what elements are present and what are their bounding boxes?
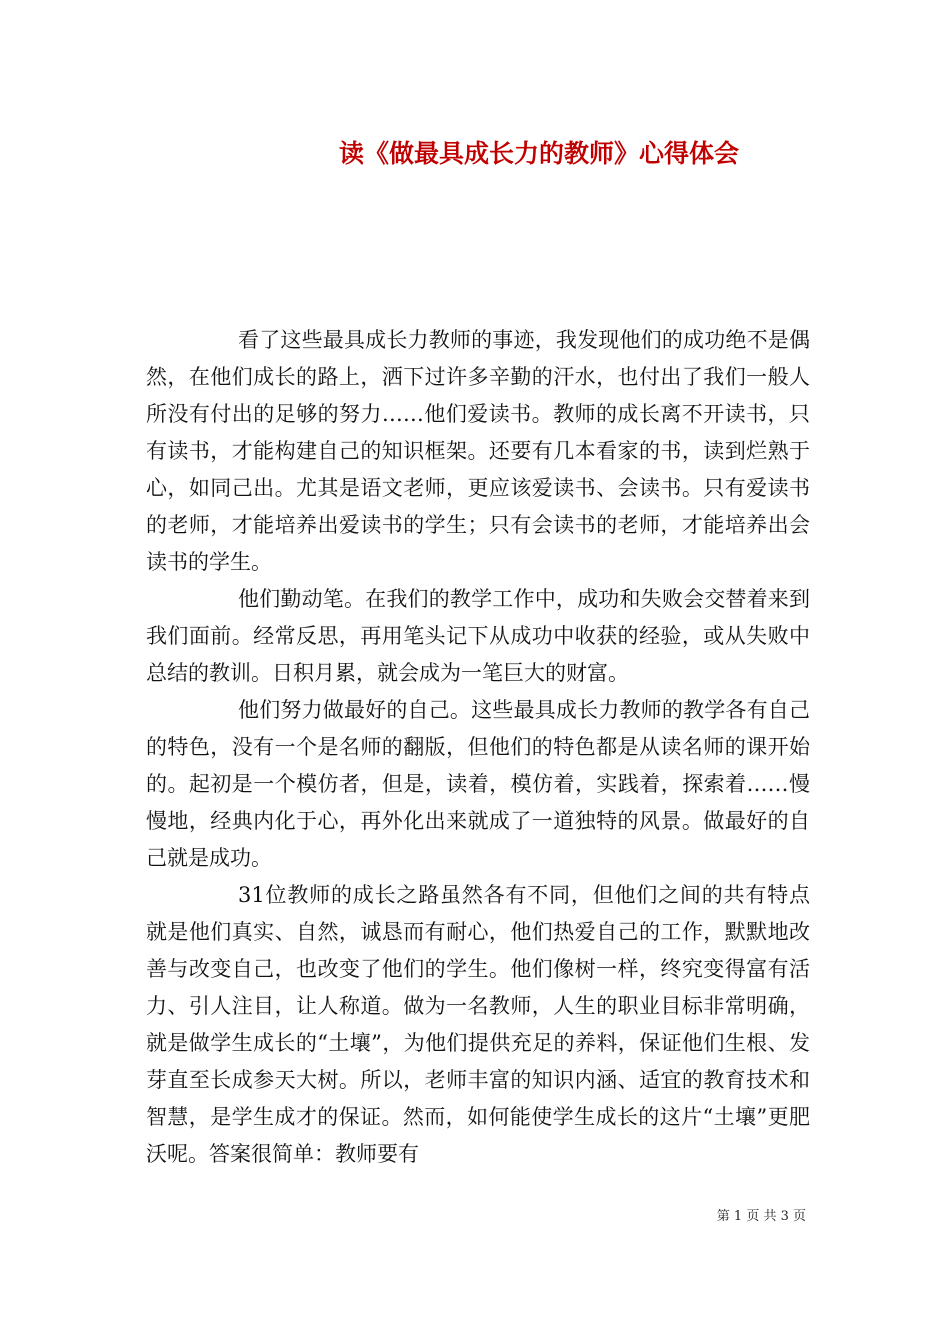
document-title: 读《做最具成长力的教师》心得体会 [338,139,739,168]
paragraph-conclusion: 31位教师的成长之路虽然各有不同，但他们之间的共有特点就是他们真实、自然，诚恳而有耐心，他们热爱自己的工作，默默地改善与改变自己，也改变了他们的学生。他们像树一样，终究变得富有活力、引人注目，让人称道。做为一名教师，人生的职业目标非常明确，就是做学生成长的“土壤”，为他们提供充足的养料，保证他们生根、发芽直至长成参天大树。所以，老师丰富的知识内涵、适宜的教育技术和智慧，是学生成才的保证。然而，如何能使学生成长的这片“土壤”更肥沃呢。答案很简单：教师要有 [146,883,810,1166]
paragraph-writing: 他们勤动笔。在我们的教学工作中，成功和失败会交替着来到我们面前。经常反思，再用笔头记下从成功中收获的经验，或从失败中总结的教训。日积月累，就会成为一笔巨大的财富。 [146,587,810,685]
page-footer: 第 1 页 共 3 页 [716,1209,806,1224]
paragraph-reading: 看了这些最具成长力教师的事迹，我发现他们的成功绝不是偶然，在他们成长的路上，洒下过许多辛勤的汗水，也付出了我们一般人所没有付出的足够的努力……他们爱读书。教师的成长离不开读书，只有读书，才能构建自己的知识框架。还要有几本看家的书，读到烂熟于心，如同己出。尤其是语文老师，更应该爱读书、会读书。只有爱读书的老师，才能培养出爱读书的学生；只有会读书的老师，才能培养出会读书的学生。 [146,328,810,574]
document-body [146,322,810,1173]
paragraph-best-self: 他们努力做最好的自己。这些最具成长力教师的教学各有自己的特色，没有一个是名师的翻版，但他们的特色都是从读名师的课开始的。起初是一个模仿者，但是，读着，模仿着，实践着，探索着……慢慢地，经典内化于心，再外化出来就成了一道独特的风景。做最好的自己就是成功。 [146,698,810,870]
